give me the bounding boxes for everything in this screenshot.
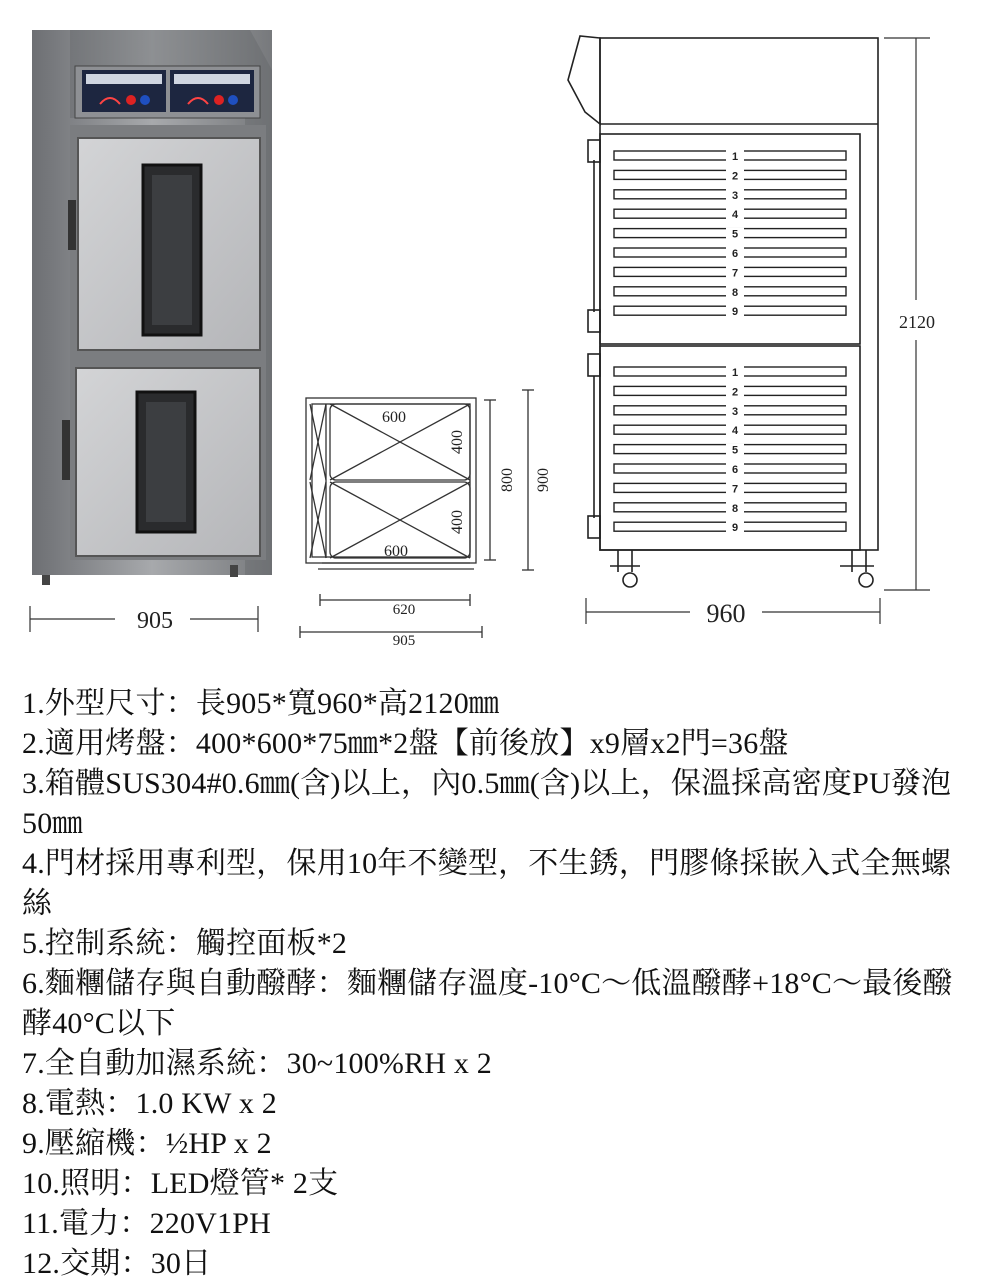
shelf-number: 6: [731, 248, 739, 260]
shelf-number: 1: [731, 151, 739, 163]
bottom-tray-depth-label: 400: [449, 510, 466, 534]
plan-inner-width-label: 620: [392, 602, 416, 618]
bottom-tray-width-label: 600: [384, 543, 408, 560]
spec-item: 6.麵糰儲存與自動醱酵：麵糰儲存溫度-10°C～低溫醱酵+18°C～最後醱酵40°C以下: [22, 967, 953, 1040]
top-tray-depth-label: 400: [449, 430, 466, 454]
shelf-number: 8: [731, 286, 739, 299]
cabinet-photo: [32, 30, 272, 585]
shelf-number: 4: [731, 425, 739, 438]
spec-item: 1.外型尺寸：長905*寬960*高2120㎜: [22, 687, 500, 720]
shelf-number: 8: [731, 502, 739, 515]
shelf-number: 5: [731, 444, 739, 457]
plan-outer-width-label: 905: [392, 633, 416, 649]
shelf-number: 3: [731, 405, 739, 418]
shelf-number: 9: [731, 306, 739, 319]
spec-item: 4.門材採用專利型，保用10年不變型，不生銹，門膠條採嵌入式全無螺絲: [22, 847, 952, 920]
side-height-label: 2120: [899, 312, 935, 332]
top-tray-width-label: 600: [382, 409, 406, 426]
shelf-number: 1: [731, 367, 739, 379]
shelf-number: 3: [731, 189, 739, 202]
plan-view-drawing: [300, 390, 534, 638]
side-depth-label: 960: [706, 599, 746, 628]
spec-item: 10.照明：LED燈管* 2支: [22, 1167, 339, 1200]
outer-depth-label: 900: [535, 468, 552, 492]
lower-shelf-rack: [614, 366, 846, 534]
shelf-number: 5: [731, 228, 739, 241]
control-panel-left: [82, 70, 166, 112]
photo-width-label: 905: [137, 608, 173, 634]
shelf-number: 6: [731, 464, 739, 476]
shelf-number: 2: [731, 386, 739, 399]
shelf-number: 4: [731, 209, 739, 222]
spec-item: 12.交期：30日: [22, 1247, 212, 1280]
inner-depth-label: 800: [499, 468, 516, 492]
spec-item: 9.壓縮機：½HP x 2: [22, 1127, 272, 1160]
control-panel-right: [170, 70, 254, 112]
upper-door-handle: [68, 200, 76, 250]
spec-item: 8.電熱：1.0 KW x 2: [22, 1087, 277, 1120]
spec-item: 3.箱體SUS304#0.6㎜(含)以上，內0.5㎜(含)以上，保溫採高密度PU發泡50㎜: [22, 767, 952, 840]
shelf-number: 2: [731, 170, 739, 183]
spec-item: 5.控制系統：觸控面板*2: [22, 927, 348, 960]
spec-item: 11.電力：220V1PH: [22, 1207, 272, 1240]
upper-shelf-rack: [614, 150, 846, 318]
spec-item: 2.適用烤盤：400*600*75㎜*2盤【前後放】x9層x2門=36盤: [22, 727, 789, 760]
shelf-number: 7: [731, 267, 739, 280]
lower-door-handle: [62, 420, 70, 480]
shelf-number: 9: [731, 522, 739, 535]
spec-list: [22, 684, 972, 1284]
photo-width-dimension: [30, 606, 258, 634]
shelf-number: 7: [731, 483, 739, 496]
spec-item: 7.全自動加濕系統：30~100%RH x 2: [22, 1047, 492, 1080]
